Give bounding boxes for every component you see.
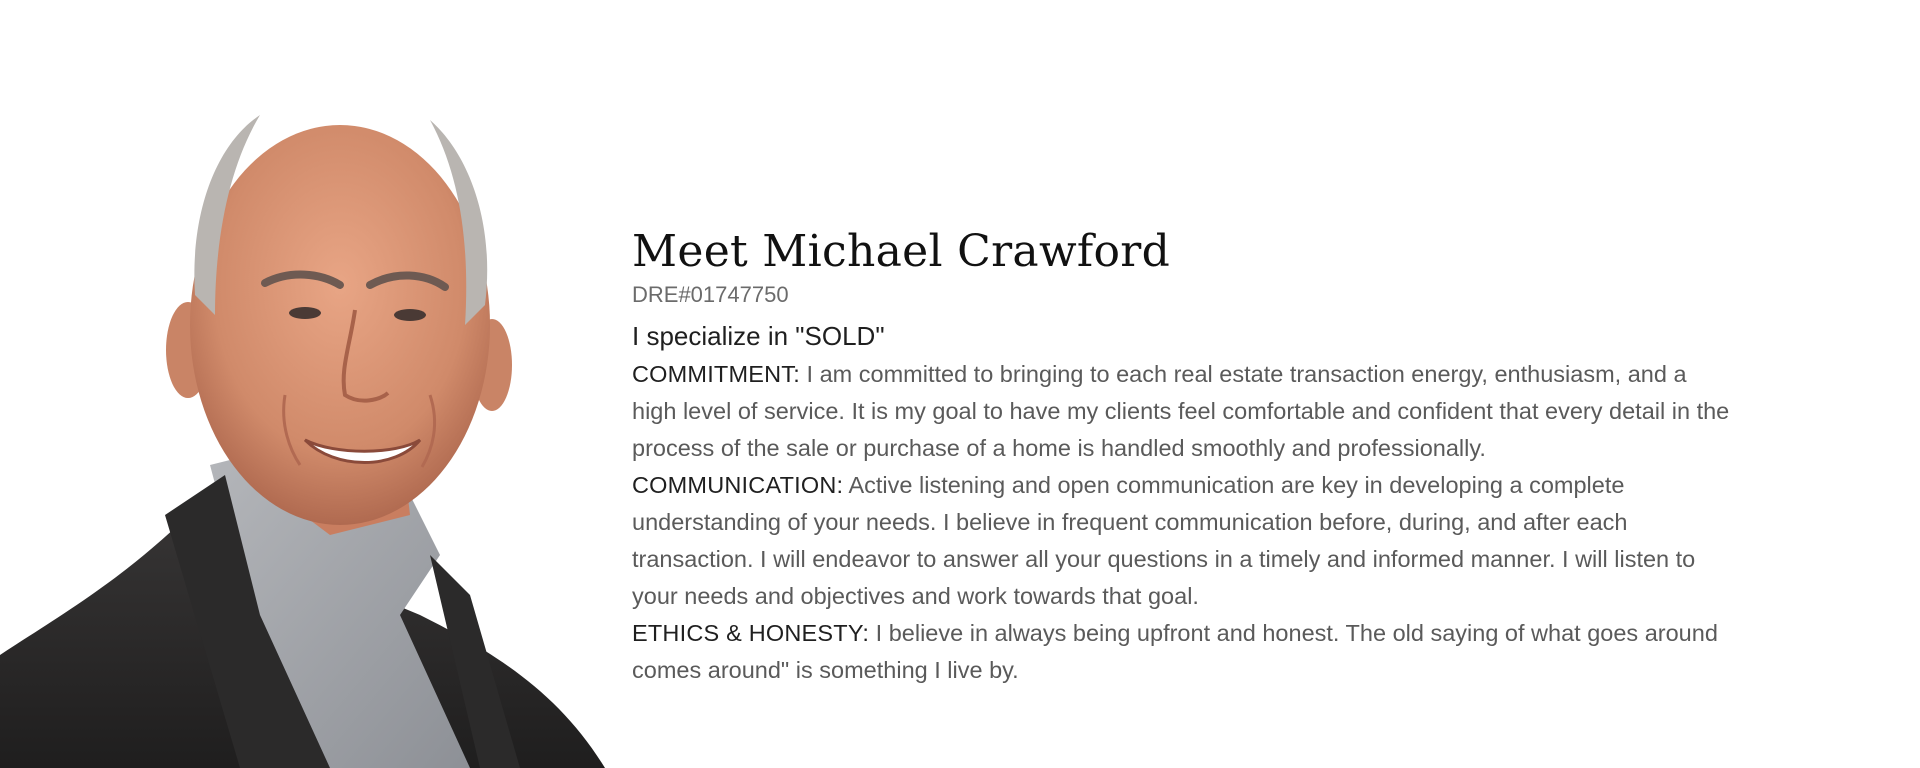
- ethics-heading: ETHICS & HONESTY:: [632, 620, 870, 646]
- license-number: DRE#01747750: [632, 282, 789, 307]
- communication-text: Active listening and open communication are key in developing a complete understanding of your needs. I believe in frequent communication before, during, and after each transaction. I will endeavor to answer all your questions in a timely and informed manner. I will listen to your needs and objectives and work towards that goal.: [632, 472, 1696, 609]
- commitment-text: I am committed to bringing to each real estate transaction energy, enthusiasm, and a high level of service. It is my goal to have my clients feel comfortable and confident that every detail in the process of the sale or purchase of a home is handled smoothly and professionally.: [632, 361, 1730, 461]
- agent-portrait: [0, 95, 605, 768]
- agent-bio: [632, 224, 1732, 689]
- ethics-text: I believe in always being upfront and honest. The old saying of what goes around comes around" is something I live by.: [632, 620, 1718, 683]
- commitment-paragraph: [632, 356, 1732, 467]
- commitment-heading: COMMITMENT:: [632, 361, 800, 387]
- ethics-paragraph: [632, 615, 1732, 689]
- agent-name: Meet Michael Crawford: [632, 226, 1171, 277]
- communication-heading: COMMUNICATION:: [632, 472, 844, 498]
- specialty-tagline: I specialize in "SOLD": [632, 321, 885, 351]
- communication-paragraph: [632, 467, 1732, 615]
